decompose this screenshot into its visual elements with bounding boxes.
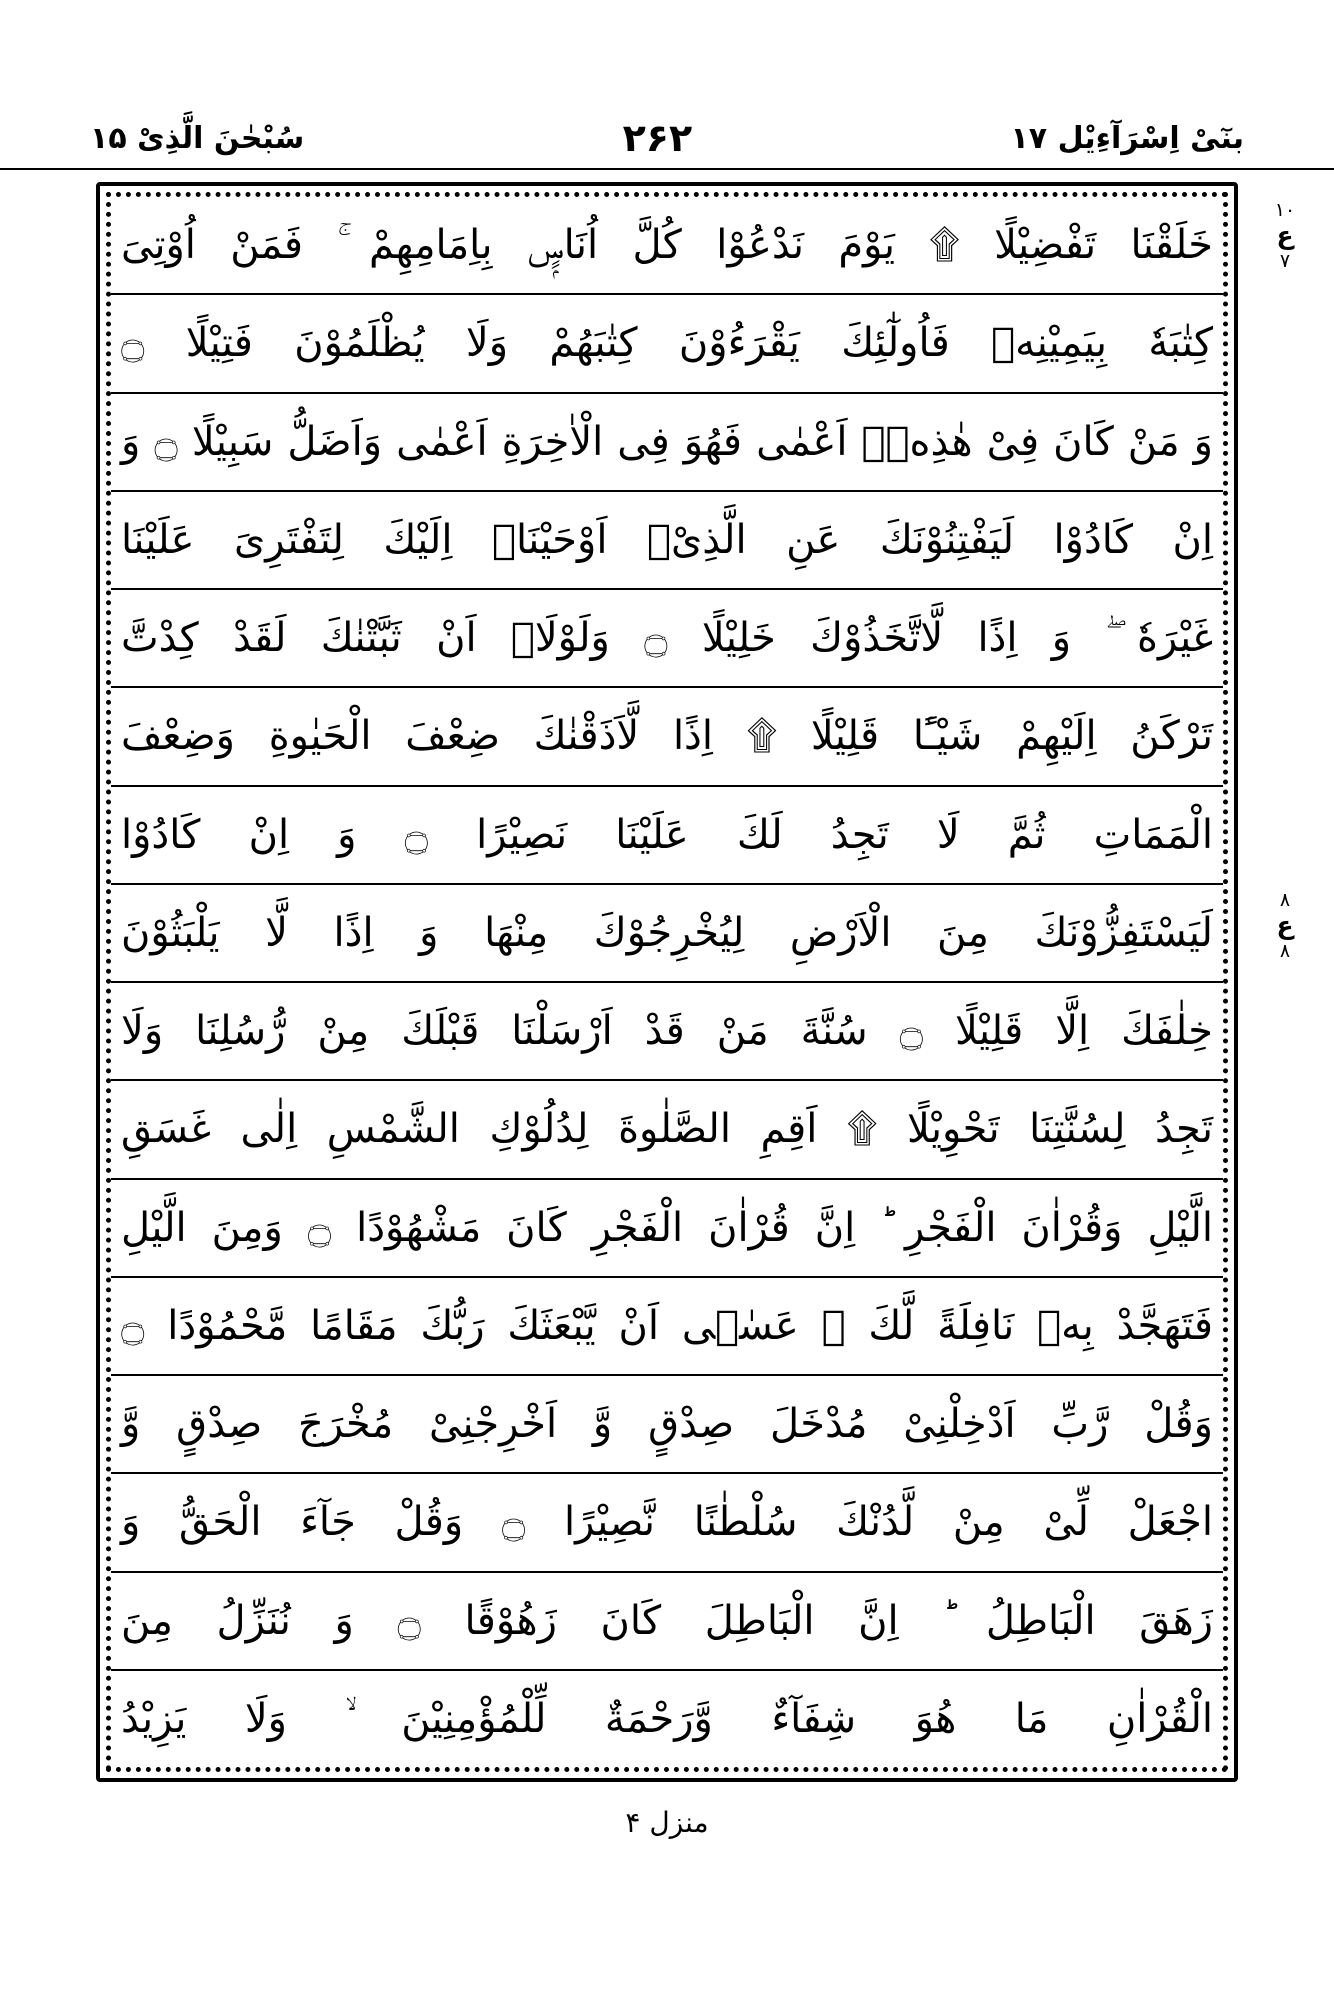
quran-line-text: الْمَمَاتِ ثُمَّ لَا تَجِدُ لَكَ عَلَیْنَا نَصِیْرًا ۝ وَ اِنْ كَادُوْا [121,811,1214,858]
quran-line-text: تَرْكَنُ اِلَیْهِمْ شَیْـًٔا قَلِیْلًا ۩ اِذًا لَّاَذَقْنٰكَ ضِعْفَ الْحَیٰوةِ وَضِعْفَ [121,713,1213,760]
quran-line-text: اِنْ كَادُوْا لَیَفْتِنُوْنَكَ عَنِ الَّذِیْۤ اَوْحَیْنَاۤ اِلَیْكَ لِتَفْتَرِیَ عَلَیْنَا [121,516,1213,563]
quran-line [111,1278,1223,1376]
quran-line [111,1081,1223,1179]
page-number: ۲۶۲ [622,116,693,160]
quran-line-text: خَلَقْنَا تَفْضِیْلًا ۩ یَوْمَ نَدْعُوْا كُلَّ اُنَاسٍۭ بِاِمَامِهِمْ ۚ فَمَنْ اُوْتِیَ [121,222,1213,269]
quran-line [111,885,1223,983]
quran-line-text: غَیْرَهٗ ۖ وَ اِذًا لَّاتَّخَذُوْكَ خَلِیْلًا ۝ وَلَوْلَاۤ اَنْ ثَبَّتْنٰكَ لَقَدْ كِدْتَّ [121,615,1214,662]
quran-line [111,1573,1223,1671]
manzil-label: منزل ۴ [625,1806,709,1839]
quran-line-text: فَتَهَجَّدْ بِهٖ نَافِلَةً لَّكَ ۖ عَسٰۤى اَنْ یَّبْعَثَكَ رَبُّكَ مَقَامًا مَّحْمُوْدًا ۝ [121,1302,1213,1349]
quran-line-text: وَقُلْ رَّبِّ اَدْخِلْنِیْ مُدْخَلَ صِدْقٍ وَّ اَخْرِجْنِیْ مُخْرَجَ صِدْقٍ وَّ [121,1401,1213,1448]
ruku-marker-symbol: ع [1276,220,1294,250]
quran-line-text: الْقُرْاٰنِ مَا هُوَ شِفَآءٌ وَّرَحْمَةٌ لِّلْمُؤْمِنِیْنَ ۙ وَلَا یَزِیْدُ [121,1695,1213,1742]
page-header [90,108,1244,168]
quran-line-text: اجْعَلْ لِّیْ مِنْ لَّدُنْكَ سُلْطٰنًا نَّصِیْرًا ۝ وَقُلْ جَآءَ الْحَقُّ وَ [121,1499,1213,1546]
quran-line [111,787,1223,885]
quran-line [111,1474,1223,1572]
text-frame-inner [106,192,1228,1772]
quran-line [111,1180,1223,1278]
header-divider [0,168,1334,170]
surah-name: بنٓیْ اِسْرَآءِیْل ۱۷ [1010,120,1244,156]
para-name: سُبْحٰنَ الَّذِیْ ۱۵ [90,120,305,156]
ruku-marker [1262,890,1308,962]
quran-line-text: تَجِدُ لِسُنَّتِنَا تَحْوِیْلًا ۩ اَقِمِ الصَّلٰوةَ لِدُلُوْكِ الشَّمْسِ اِلٰى غَسَقِ [121,1106,1213,1153]
quran-line-text: وَ مَنْ كَانَ فِیْ هٰذِهٖۤ اَعْمٰى فَهُوَ فِی الْاٰخِرَةِ اَعْمٰى وَاَضَلُّ سَبِیْلًا ۝ وَ [121,418,1214,465]
quran-line [111,590,1223,688]
page-footer [0,1806,1334,1839]
ruku-marker-top: ۸ [1279,889,1291,911]
quran-line [111,1376,1223,1474]
quran-line [111,1671,1223,1767]
ruku-marker [1262,200,1308,272]
quran-line-text: الَّیْلِ وَقُرْاٰنَ الْفَجْرِ ؕ اِنَّ قُرْاٰنَ الْفَجْرِ كَانَ مَشْهُوْدًا ۝ وَمِنَ الَّیْلِ [121,1204,1213,1251]
ruku-marker-top: ۱۰ [1274,199,1296,221]
quran-line-text: خِلٰفَكَ اِلَّا قَلِیْلًا ۝ سُنَّةَ مَنْ قَدْ اَرْسَلْنَا قَبْلَكَ مِنْ رُّسُلِنَا وَلَا [121,1008,1213,1055]
text-frame [96,182,1238,1782]
ruku-marker-symbol: ع [1276,910,1294,940]
quran-line-text: لَیَسْتَفِزُّوْنَكَ مِنَ الْاَرْضِ لِیُخْرِجُوْكَ مِنْهَا وَ اِذًا لَّا یَلْبَثُوْنَ [121,909,1213,956]
quran-line [111,688,1223,786]
quran-line [111,983,1223,1081]
quran-line [111,295,1223,393]
ruku-marker-bottom: ۷ [1279,249,1291,272]
ruku-marker-bottom: ۸ [1279,939,1291,962]
quran-line [111,197,1223,295]
quran-line-text: زَهَقَ الْبَاطِلُ ؕ اِنَّ الْبَاطِلَ كَانَ زَهُوْقًا ۝ وَ نُنَزِّلُ مِنَ [121,1597,1214,1644]
quran-line-text: كِتٰبَهٗ بِیَمِیْنِهٖ فَاُولٰٓئِكَ یَقْرَءُوْنَ كِتٰبَهُمْ وَلَا یُظْلَمُوْنَ فَتِیْلًا ۝ [121,320,1213,367]
quran-line [111,394,1223,492]
quran-line [111,492,1223,590]
